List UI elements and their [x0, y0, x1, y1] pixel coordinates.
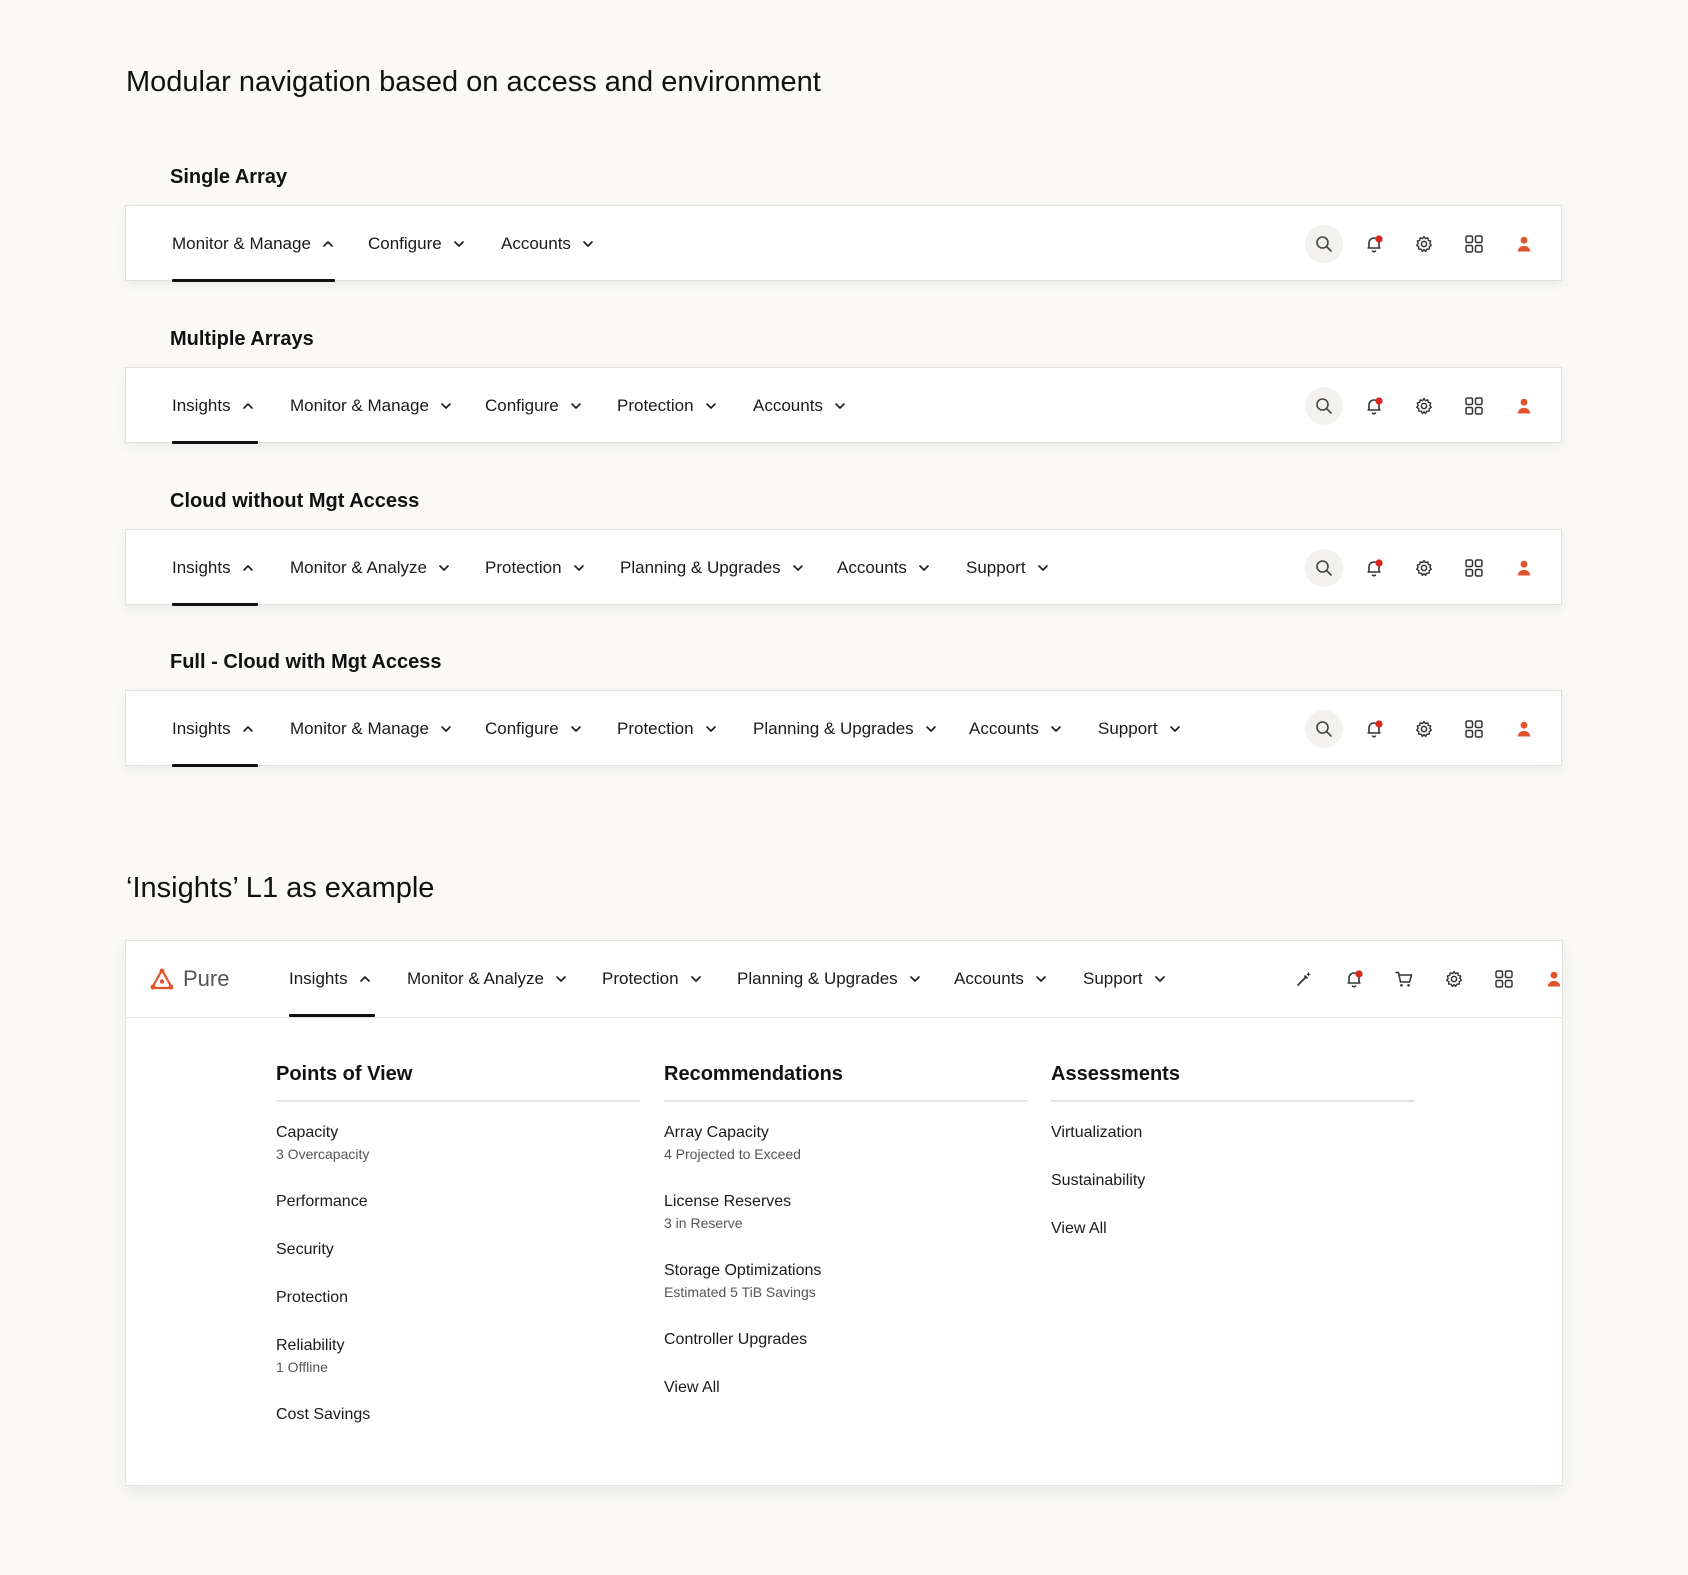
nav-item-label: Accounts [753, 396, 823, 415]
utility-icons [1262, 941, 1562, 1017]
nav-item-insights[interactable] [172, 691, 258, 767]
nav-item-protection[interactable] [617, 368, 717, 444]
nav-item-insights[interactable] [172, 530, 258, 606]
menu-link-label: Protection [276, 1289, 349, 1306]
menu-link-label: Storage Optimizations [664, 1262, 822, 1279]
nav-item-label: Insights [172, 558, 231, 577]
nav-item-support[interactable] [1098, 691, 1181, 767]
menu-link-storage-optimizations[interactable] [664, 1262, 821, 1300]
menu-link-subtext: 4 Projected to Exceed [664, 1146, 801, 1162]
column-title: Points of View [276, 1063, 640, 1102]
user-icon [1515, 397, 1533, 415]
chevron-down-icon [453, 238, 465, 250]
nav-item-label: Configure [485, 719, 559, 738]
menu-link-reliability[interactable] [276, 1337, 344, 1375]
settings-button[interactable] [1405, 387, 1443, 425]
nav-item-label: Planning & Upgrades [753, 719, 914, 738]
chevron-down-icon [570, 723, 582, 735]
nav-item-label: Configure [368, 234, 442, 253]
settings-button[interactable] [1405, 549, 1443, 587]
nav-item-monitor-analyze[interactable] [290, 530, 450, 606]
menu-link-subtext: 3 in Reserve [664, 1215, 743, 1231]
nav-item-accounts[interactable] [954, 941, 1047, 1017]
variant-title: Multiple Arrays [170, 328, 314, 350]
navbar-single-array [125, 205, 1562, 281]
nav-item-planning-upgrades[interactable] [620, 530, 804, 606]
notifications-button[interactable] [1355, 225, 1393, 263]
nav-item-insights[interactable] [172, 368, 258, 444]
insights-mega-menu [125, 940, 1563, 1486]
top-navigation [126, 941, 1562, 1018]
apps-button[interactable] [1455, 710, 1493, 748]
chevron-down-icon [1154, 973, 1166, 985]
navbar-multiple-arrays [125, 367, 1562, 443]
notifications-button[interactable] [1355, 387, 1393, 425]
nav-item-planning-upgrades[interactable] [753, 691, 937, 767]
nav-item-label: Planning & Upgrades [737, 969, 898, 988]
menu-link-label: Cost Savings [276, 1406, 371, 1423]
nav-item-support[interactable] [966, 530, 1049, 606]
nav-item-configure[interactable] [368, 206, 465, 282]
search-button[interactable] [1305, 549, 1343, 587]
chevron-down-icon [555, 973, 567, 985]
chevron-down-icon [925, 723, 937, 735]
menu-link-license-reserves[interactable] [664, 1193, 791, 1231]
notifications-button[interactable] [1335, 960, 1373, 998]
apps-grid-icon [1464, 234, 1484, 254]
apps-button[interactable] [1455, 387, 1493, 425]
utility-icons [1281, 530, 1561, 606]
profile-button[interactable] [1505, 710, 1543, 748]
nav-item-label: Support [1083, 969, 1143, 988]
nav-item-label: Planning & Upgrades [620, 558, 781, 577]
utility-icons [1281, 206, 1561, 282]
assistant-button[interactable] [1285, 960, 1323, 998]
cart-icon [1394, 969, 1414, 989]
profile-button[interactable] [1505, 225, 1543, 263]
apps-grid-icon [1464, 719, 1484, 739]
chevron-down-icon [440, 400, 452, 412]
menu-link-label: View All [664, 1379, 720, 1396]
chevron-down-icon [705, 723, 717, 735]
nav-item-label: Protection [602, 969, 679, 988]
user-icon [1515, 235, 1533, 253]
nav-item-insights[interactable] [289, 941, 375, 1017]
nav-item-label: Support [1098, 719, 1158, 738]
variant-title: Cloud without Mgt Access [170, 490, 420, 512]
chevron-down-icon [1037, 562, 1049, 574]
nav-item-label: Monitor & Analyze [290, 558, 428, 577]
nav-item-label: Accounts [837, 558, 907, 577]
pure-logo-icon [150, 968, 174, 990]
menu-column-points-of-view [276, 1063, 640, 1423]
menu-link-subtext: Estimated 5 TiB Savings [664, 1284, 816, 1300]
menu-link-label: Security [276, 1241, 334, 1258]
chevron-down-icon [909, 973, 921, 985]
nav-item-monitor-manage[interactable] [290, 368, 452, 444]
variant-title: Single Array [170, 166, 288, 188]
nav-item-monitor-analyze[interactable] [407, 941, 567, 1017]
menu-link-sustainability[interactable] [1051, 1172, 1145, 1190]
search-icon [1315, 397, 1333, 415]
notifications-button[interactable] [1355, 549, 1393, 587]
settings-button[interactable] [1405, 710, 1443, 748]
chevron-down-icon [834, 400, 846, 412]
search-button[interactable] [1305, 387, 1343, 425]
nav-item-label: Insights [172, 719, 231, 738]
nav-item-label: Monitor & Manage [172, 234, 311, 253]
gear-icon [1414, 719, 1434, 739]
chevron-down-icon [570, 400, 582, 412]
example-heading: ‘Insights’ L1 as example [126, 872, 435, 904]
menu-column-recommendations [664, 1063, 1028, 1396]
nav-item-label: Monitor & Manage [290, 719, 429, 738]
nav-item-monitor-manage[interactable] [172, 206, 335, 282]
user-icon [1545, 970, 1563, 988]
nav-item-configure[interactable] [485, 368, 582, 444]
menu-link-cost-savings[interactable] [276, 1406, 370, 1424]
chevron-down-icon [573, 562, 585, 574]
menu-link-performance[interactable] [276, 1193, 368, 1211]
menu-link-array-capacity[interactable] [664, 1124, 801, 1162]
menu-link-protection[interactable] [276, 1289, 348, 1307]
profile-button[interactable] [1505, 549, 1543, 587]
profile-button[interactable] [1505, 387, 1543, 425]
chevron-down-icon [705, 400, 717, 412]
search-button[interactable] [1305, 710, 1343, 748]
column-title: Recommendations [664, 1063, 1028, 1102]
utility-icons [1281, 368, 1561, 444]
column-title: Assessments [1051, 1063, 1415, 1102]
menu-link-label: Virtualization [1051, 1124, 1143, 1141]
nav-item-label: Insights [172, 396, 231, 415]
chevron-down-icon [792, 562, 804, 574]
bell-icon [1364, 558, 1384, 578]
chevron-up-icon [322, 238, 334, 250]
navbar-full-cloud [125, 690, 1562, 766]
nav-item-accounts[interactable] [969, 691, 1062, 767]
nav-item-label: Insights [289, 969, 348, 988]
chevron-up-icon [242, 562, 254, 574]
nav-item-label: Protection [617, 396, 694, 415]
nav-item-label: Protection [485, 558, 562, 577]
nav-item-support[interactable] [1083, 941, 1166, 1017]
nav-item-label: Support [966, 558, 1026, 577]
menu-link-view-all[interactable] [1051, 1220, 1107, 1238]
menu-link-capacity[interactable] [276, 1124, 369, 1162]
gear-icon [1414, 558, 1434, 578]
apps-button[interactable] [1485, 960, 1523, 998]
chevron-down-icon [918, 562, 930, 574]
chevron-up-icon [242, 400, 254, 412]
gear-icon [1414, 396, 1434, 416]
chevron-down-icon [690, 973, 702, 985]
navbar-cloud-without-mgt [125, 529, 1562, 605]
menu-link-label: Reliability [276, 1337, 345, 1354]
nav-item-planning-upgrades[interactable] [737, 941, 921, 1017]
chevron-up-icon [242, 723, 254, 735]
apps-grid-icon [1494, 969, 1514, 989]
chevron-up-icon [359, 973, 371, 985]
nav-item-monitor-manage[interactable] [290, 691, 452, 767]
bell-icon [1344, 969, 1364, 989]
apps-grid-icon [1464, 558, 1484, 578]
bell-icon [1364, 396, 1384, 416]
page-heading: Modular navigation based on access and environment [126, 66, 821, 98]
menu-link-label: Array Capacity [664, 1124, 769, 1141]
search-button[interactable] [1305, 225, 1343, 263]
menu-link-label: Capacity [276, 1124, 339, 1141]
menu-link-subtext: 3 Overcapacity [276, 1146, 370, 1162]
search-icon [1315, 559, 1333, 577]
apps-grid-icon [1464, 396, 1484, 416]
settings-button[interactable] [1405, 225, 1443, 263]
cart-button[interactable] [1385, 960, 1423, 998]
search-icon [1315, 720, 1333, 738]
apps-button[interactable] [1455, 225, 1493, 263]
settings-button[interactable] [1435, 960, 1473, 998]
nav-item-label: Accounts [969, 719, 1039, 738]
menu-link-view-all[interactable] [664, 1379, 720, 1397]
bell-icon [1364, 719, 1384, 739]
user-icon [1515, 720, 1533, 738]
chevron-down-icon [1050, 723, 1062, 735]
chevron-down-icon [440, 723, 452, 735]
user-icon [1515, 559, 1533, 577]
gear-icon [1444, 969, 1464, 989]
nav-item-label: Accounts [954, 969, 1024, 988]
chevron-down-icon [1035, 973, 1047, 985]
nav-item-label: Accounts [501, 234, 571, 253]
menu-column-assessments [1051, 1063, 1415, 1237]
menu-link-controller-upgrades[interactable] [664, 1331, 807, 1349]
menu-link-label: License Reserves [664, 1193, 792, 1210]
profile-button[interactable] [1535, 960, 1573, 998]
menu-link-label: Performance [276, 1193, 368, 1210]
nav-item-label: Monitor & Manage [290, 396, 429, 415]
menu-link-security[interactable] [276, 1241, 334, 1259]
chevron-down-icon [1169, 723, 1181, 735]
menu-link-label: Sustainability [1051, 1172, 1146, 1189]
menu-link-subtext: 1 Offline [276, 1359, 328, 1375]
nav-item-label: Protection [617, 719, 694, 738]
pure-logo[interactable] [150, 961, 229, 997]
gear-icon [1414, 234, 1434, 254]
notifications-button[interactable] [1355, 710, 1393, 748]
magic-wand-icon [1295, 970, 1313, 988]
nav-item-label: Monitor & Analyze [407, 969, 545, 988]
bell-icon [1364, 234, 1384, 254]
nav-item-label: Configure [485, 396, 559, 415]
nav-item-protection[interactable] [485, 530, 585, 606]
search-icon [1315, 235, 1333, 253]
nav-item-protection[interactable] [602, 941, 702, 1017]
nav-item-protection[interactable] [617, 691, 717, 767]
nav-item-accounts[interactable] [753, 368, 846, 444]
menu-link-label: View All [1051, 1220, 1107, 1237]
chevron-down-icon [438, 562, 450, 574]
nav-item-accounts[interactable] [501, 206, 594, 282]
menu-link-label: Controller Upgrades [664, 1331, 808, 1348]
variant-title: Full - Cloud with Mgt Access [170, 651, 442, 673]
utility-icons [1281, 691, 1561, 767]
nav-item-configure[interactable] [485, 691, 582, 767]
chevron-down-icon [582, 238, 594, 250]
apps-button[interactable] [1455, 549, 1493, 587]
nav-item-accounts[interactable] [837, 530, 930, 606]
logo-text: Pure [183, 966, 230, 991]
menu-link-virtualization[interactable] [1051, 1124, 1142, 1142]
